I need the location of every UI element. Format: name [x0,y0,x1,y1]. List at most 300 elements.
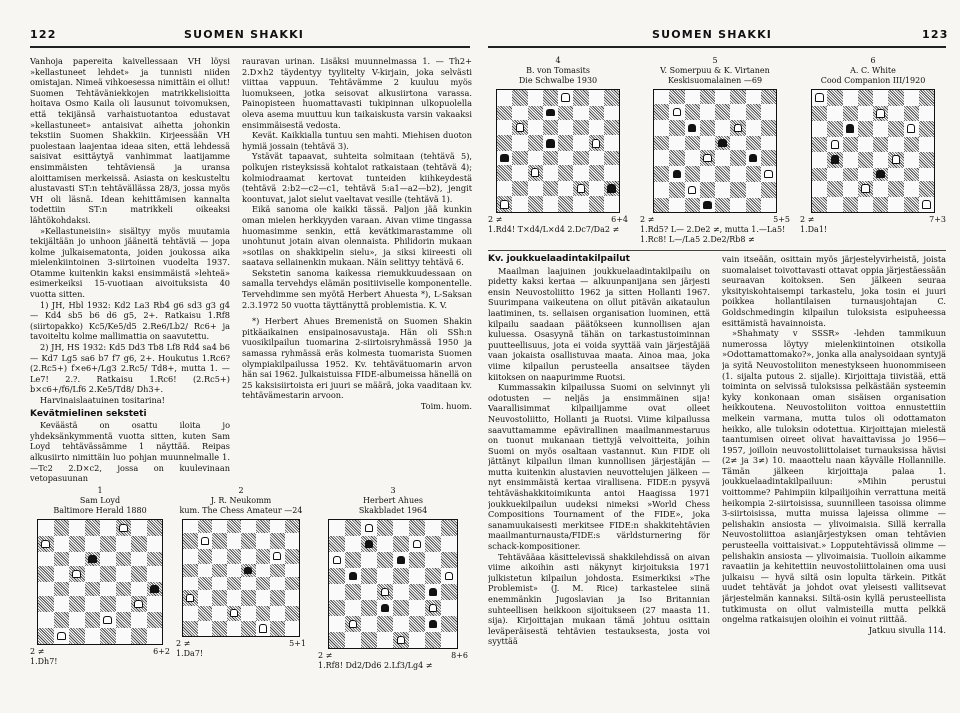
board-square [147,566,163,582]
board-square [345,616,361,632]
board-square [116,552,132,566]
board-square [100,520,116,536]
board-square [38,628,54,644]
black-piece-icon [546,139,555,148]
board-square [700,120,715,136]
board-square [85,520,101,536]
board-square [715,90,730,104]
board-square [212,621,227,636]
board-square [573,120,588,136]
board-square [212,564,227,577]
chess-board [811,89,935,213]
board-square [345,552,361,568]
board-square [827,137,842,153]
left-page [0,0,478,713]
board-square [69,566,85,582]
paragraph: Harvinaislaatuinen tositarina! [40,395,165,405]
board-square [888,181,903,197]
board-square [85,628,101,644]
board-square [730,150,745,166]
board-square [497,106,512,120]
board-square [131,566,147,582]
board-square [746,90,761,104]
white-piece-icon [561,93,570,102]
white-piece-icon [531,168,540,177]
board-square [858,152,873,168]
board-square [827,106,842,122]
board-square [512,181,527,197]
diagram-author: B. von Tomasits [526,66,590,75]
board-square [227,564,242,577]
white-piece-icon [922,200,931,209]
board-square [329,568,345,584]
board-square [409,600,425,616]
board-square [512,165,527,181]
diagram-author: Sam Loyd [79,496,121,505]
board-square [409,536,425,552]
board-square [409,520,425,536]
board-square [285,621,300,636]
board-square [746,182,761,198]
board-square [919,152,934,168]
piece-count: 8+6 [451,651,468,660]
board-square [843,168,858,182]
board-square [761,120,776,136]
black-piece-icon [607,184,616,193]
board-square [715,182,730,198]
black-piece-icon [381,604,390,613]
board-square [888,197,903,213]
black-piece-icon [365,540,374,549]
board-square [329,616,345,632]
black-piece-icon [244,567,252,574]
white-piece-icon [365,524,374,533]
board-square [512,135,527,151]
white-piece-icon [673,108,682,117]
board-square [116,566,132,582]
board-square [858,137,873,153]
board-square [685,104,700,120]
white-piece-icon [429,604,438,613]
board-square [528,135,543,151]
board-square [393,568,409,584]
section-heading: Kevätmielinen seksteti [30,408,147,419]
board-square [54,596,70,612]
header-rule [30,46,470,48]
board-square [730,198,745,212]
board-square [904,168,919,182]
board-square [441,536,457,552]
board-square [858,168,873,182]
board-square [543,120,558,136]
board-square [558,106,573,120]
board-square [285,577,300,590]
board-square [377,552,393,568]
white-piece-icon [907,124,916,133]
board-square [543,165,558,181]
chess-board [653,89,777,213]
solution: 1.Dh7! [30,657,58,666]
black-piece-icon [846,124,855,133]
board-square [377,536,393,552]
board-square [888,121,903,137]
board-square [685,90,700,104]
signature: Toim. huom. [420,401,472,411]
diagram-number: 5 [712,56,718,65]
board-square [827,168,842,182]
board-square [361,600,377,616]
board-square [654,136,669,150]
board-square [919,197,934,213]
board-square [730,90,745,104]
white-piece-icon [273,552,281,561]
board-square [919,181,934,197]
board-square [654,182,669,198]
board-square [715,150,730,166]
board-square [715,104,730,120]
black-piece-icon [150,585,159,593]
board-square [512,196,527,212]
black-piece-icon [718,139,727,147]
diagram-author: A. C. White [850,66,896,75]
white-piece-icon [703,154,712,163]
board-square [497,120,512,136]
board-square [329,520,345,536]
board-square [256,564,271,577]
board-square [116,536,132,552]
board-square [812,106,827,122]
paragraph: vain itseään, osittain myös järjestelyvirheistä, joista suomalaiset toivottavasti ottavat oppia järjestäessään seuraavan koitoksen. Sen jälkeen seuraa yksityiskohtaisempi tarkastelu, joka tosin ei juuri poikkea hollantilaisen turnausjohtajan C. Goldschmedingin kilpailun tuloksista esipuheessa esittämistä havainnoista. [722,254,946,328]
board-square [441,616,457,632]
solution: 1.Rf8! Dd2/Dd6 2.Lf3/Lg4 ≠ [318,661,433,670]
paragraph: »Shahmaty v SSSR» -lehden tammikuun numerossa löytyy mielenkiintoinen otsikolla »Odottamattomako?», jonka alla analysoidaan syntyjä ja syitä Neuvostoliiton menestykseen huonommiseen (1. sijalta putous 2. sijalle). Kirjoittaja tiivistää, että toiminta on selvissä tuloksissa pelkästään systeemin kyky konkonaan oman sisäisen organisation heikkoutena. Neuvostoliiton voittoa ennustettiin melkein varmana, mutta tulos oli odottamaton heikko, alle tuloksin odotettua. Kirjoittajan mielestä taantumisen oireet olivat havaittavissa jo 1956—1957, joilloin neuvostoliittolaiset turnauksissa hävisi (2≠ ja 3≠) 10. maaottelu naan käyvälle Hollannille. Tämän jälkeen kirjoittaja palaa 1. joukkuelaadintakilpailuun: »Mihin perustui voittomme? Pahimpiin kilpailijoihin verrattuna meitä heikompia 2-siirtoisissa, suunnilleen tasoissa olimme 3-siirtoisissa, mutta muissa lajeissa olimme — pelishakin ansiosta — ylivoimaisia. Sillä kerralla Neuvostoliittoa asianjärjestyksen oman tehtävien perusteella voittaisivat.» Lopputehtävissä olimme — pelishakin ansiosta — ylivoimaisia. Tuolloin aikamme ravaatiin ja kehitettiin neuvostoliittolainen oma uusi julkaisu — hyvä siltä osin lopulta tärkein. Pitkät uudet tehtävät ja johdot ovat yleisesti vallitsevat järjestelmän kannaksi. Siltä-osin kyllä perusteellista tutkimusta on ollut valmisteilla mutta pelkkä ongelma ratkaisujen oloihin ei voinut riittää. [722,328,946,625]
board-square [409,552,425,568]
footnote: *) Herbert Ahues Bremenistä on Suomen Shakin pitkäaikainen ensipainosavustaja. Hän oli SSh:n vuosikilpailun tuomarina 2-siirtoisryhmässä 1950 ja samassa ryhmässä eräs kolmesta tuomarista Suomen olympiakilpailussa 1952. Kv. tehtävätuomarin arvon hän sai 1962. Julkaistuissa FIDE-albumeissa hänellä on 25 kaksisiirtoista eri juuri se määrä, joka vaaditaan kv. tehtävämestarin arvoon. [242,316,472,401]
black-piece-icon [703,201,712,209]
diagram-number: 4 [555,56,561,65]
board-square [528,120,543,136]
board-square [377,568,393,584]
board-square [543,181,558,197]
board-square [827,197,842,213]
board-square [54,536,70,552]
board-square [285,590,300,605]
chess-board [496,89,620,213]
diagram-author: J. R. Neukomm [210,496,272,505]
board-square [377,632,393,648]
diagram-6 [800,56,946,235]
board-square [558,135,573,151]
board-square [54,628,70,644]
board-square [241,606,256,621]
board-square [361,584,377,600]
board-square [256,577,271,590]
board-square [361,616,377,632]
board-square [425,520,441,536]
board-square [100,582,116,596]
paragraph: Kevät. Kaikkialla tuntuu sen mahti. Miehisen duoton hymiä jossain (tehtävä 3). [242,130,472,151]
board-square [198,590,213,605]
solution: 1.Rd4! T×d4/L×d4 2.Dc7/Da2 ≠ [488,225,620,234]
board-square [730,136,745,150]
white-piece-icon [57,632,66,641]
board-square [604,181,619,197]
solution: 1.Da1! [800,225,828,234]
board-square [558,165,573,181]
board-square [558,181,573,197]
diagram-source: Keskisuomalainen —69 [667,76,763,85]
board-square [812,137,827,153]
board-square [654,90,669,104]
board-square [558,120,573,136]
stipulation: 2 ≠ [30,647,45,656]
board-square [198,549,213,564]
board-square [227,577,242,590]
black-piece-icon [673,170,682,179]
board-square [604,90,619,106]
board-square [54,612,70,628]
board-square [183,606,198,621]
board-square [761,166,776,182]
board-square [409,632,425,648]
right-page [482,0,960,713]
board-square [241,621,256,636]
board-square [38,552,54,566]
white-piece-icon [861,184,870,193]
board-square [873,181,888,197]
diagram-number: 6 [870,56,876,65]
board-square [843,197,858,213]
piece-count: 7+3 [929,215,946,224]
board-square [715,166,730,182]
paragraph: Ystävät tapaavat, suhteita solmitaan (tehtävä 5), polkujen risteyksissä kohtalot ratkaistaan (tehtävä 4); kolmiodraamat kertovat tunteiden kiihkeydestä (tehtävä 2:b2—c2—c1, tehtävä 5:a1—a2—b2), jengit koontuvat, jalot sielut vaeltavat vesille (tehtävä 1). [242,151,472,204]
board-square [361,568,377,584]
board-square [183,577,198,590]
board-square [85,552,101,566]
board-square [685,150,700,166]
board-square [589,106,604,120]
board-square [573,196,588,212]
board-square [685,136,700,150]
board-square [241,564,256,577]
board-square [589,90,604,106]
board-square [573,106,588,120]
black-piece-icon [546,109,555,117]
white-piece-icon [259,624,267,633]
board-square [85,566,101,582]
board-square [873,168,888,182]
board-square [212,577,227,590]
board-square [131,520,147,536]
board-square [843,152,858,168]
board-square [393,616,409,632]
board-square [700,198,715,212]
board-square [131,612,147,628]
board-square [85,582,101,596]
board-square [54,582,70,596]
board-square [377,520,393,536]
board-square [715,198,730,212]
board-square [183,549,198,564]
board-square [873,152,888,168]
piece-count: 5+1 [289,639,306,648]
board-square [904,181,919,197]
board-square [919,106,934,122]
board-square [441,520,457,536]
board-square [761,104,776,120]
board-square [604,196,619,212]
board-square [873,106,888,122]
black-piece-icon [429,588,438,597]
board-square [361,632,377,648]
board-square [858,197,873,213]
solution: 1.Da7! [176,649,204,658]
section-rule [488,250,946,251]
board-square [669,198,684,212]
white-piece-icon [41,540,50,549]
board-square [345,584,361,600]
board-square [604,165,619,181]
board-square [573,165,588,181]
board-square [761,136,776,150]
board-square [345,632,361,648]
board-square [858,121,873,137]
paragraph: Eikä sanoma ole kaikki tässä. Paljon jää kunkin oman mielen herkkyyden varaan. Aivan viime tingassa huomasimme senkin, että kevätkimarastamme oli unohtunut jotain aivan olennaista. Philidorin mukaan »sotilas on shakkipelin sielu», ja siksi kiireesti oli saatava sellainenkin mukaan. Näin selittyy tehtävä 6. [242,204,472,268]
board-square [241,549,256,564]
board-square [38,566,54,582]
board-square [329,552,345,568]
board-square [38,536,54,552]
chess-board [328,519,458,649]
board-square [227,621,242,636]
board-square [116,582,132,596]
board-square [669,166,684,182]
white-piece-icon [230,609,238,618]
board-square [116,628,132,644]
board-square [888,137,903,153]
board-square [38,520,54,536]
board-square [147,596,163,612]
board-square [746,104,761,120]
white-piece-icon [815,93,824,102]
board-square [746,120,761,136]
board-square [528,90,543,106]
diagram-source: Cood Companion III/1920 [820,76,926,85]
board-square [812,197,827,213]
solution: 1.Rd5? L— 2.De2 ≠, mutta 1.—La5! 1.Rc8! L—/La5 2.De2/Rb8 ≠ [640,225,786,244]
board-square [700,104,715,120]
right-column-2 [722,254,946,706]
paragraph: Tehtävääaa käsittelevissä shakkilehdissä on aivan viime aikoihin asti näkynyt kirjoituksia 1971 julkistetun kilpailun johdosta. Esimerkiksi »The Problemist» (J. M. Rice) tarkastelee siinä enemmänkin Jugoslavian ja Iso Britannian suhteellisen heikkoon sijoitukseen (27 maasta 11. sija). Kirjoittajan mukaan tämä johtuu osittain leväperäisestä tehtävien testauksesta, josta voi syyttää [488,551,710,647]
board-square [543,151,558,165]
board-square [685,120,700,136]
chess-board [37,519,163,645]
diagram-number: 2 [238,486,244,495]
board-square [589,120,604,136]
board-square [761,182,776,198]
board-square [377,584,393,600]
board-square [393,600,409,616]
board-square [241,577,256,590]
board-square [131,552,147,566]
magazine-title: SUOMEN SHAKKI [652,28,773,41]
board-square [528,151,543,165]
board-square [528,106,543,120]
board-square [256,606,271,621]
board-square [812,90,827,106]
board-square [888,152,903,168]
board-square [558,196,573,212]
board-square [604,135,619,151]
board-square [361,552,377,568]
board-square [425,600,441,616]
board-square [543,90,558,106]
board-square [604,120,619,136]
white-piece-icon [413,540,422,549]
board-square [147,628,163,644]
diagram-source: Skakbladet 1964 [358,506,428,515]
black-piece-icon [749,154,758,163]
board-square [69,612,85,628]
board-square [669,104,684,120]
board-square [212,590,227,605]
board-square [256,549,271,564]
paragraph: »Kellastuneisiin» sisältyy myös muutamia tekijältään jo unhoon jääneitä tehtäviä — jopa kolme julkaisematonta, joiden joukossa aika mielenkiintoinen 3-siirtoinen vuodelta 1937. Otamme kuitenkin kaksi ensimmäistä »lehteä» esimerkeiksi 15-vuotiaan aivoituksista 40 vuotta sitten. [30,225,230,300]
board-square [761,198,776,212]
board-square [528,165,543,181]
board-square [497,151,512,165]
board-square [69,536,85,552]
board-square [528,181,543,197]
board-square [904,197,919,213]
board-square [873,90,888,106]
stipulation: 2 ≠ [800,215,815,224]
board-square [685,198,700,212]
board-square [858,106,873,122]
board-square [425,616,441,632]
board-square [147,582,163,596]
board-square [256,590,271,605]
board-square [227,533,242,548]
board-square [256,520,271,533]
board-square [183,621,198,636]
board-square [345,568,361,584]
board-square [409,568,425,584]
board-square [730,104,745,120]
board-square [329,536,345,552]
board-square [241,533,256,548]
board-square [285,549,300,564]
white-piece-icon [333,556,342,565]
board-square [285,533,300,548]
piece-count: 6+4 [611,215,628,224]
diagram-source: Baltimore Herald 1880 [53,506,147,515]
board-square [888,168,903,182]
diagram-number: 3 [390,486,396,495]
board-square [573,151,588,165]
stipulation: 2 ≠ [640,215,655,224]
board-square [558,151,573,165]
board-square [198,533,213,548]
board-square [654,120,669,136]
board-square [116,612,132,628]
board-square [256,621,271,636]
diagram-number: 1 [97,486,103,495]
board-square [69,520,85,536]
white-piece-icon [876,109,885,118]
board-square [589,135,604,151]
board-square [512,151,527,165]
